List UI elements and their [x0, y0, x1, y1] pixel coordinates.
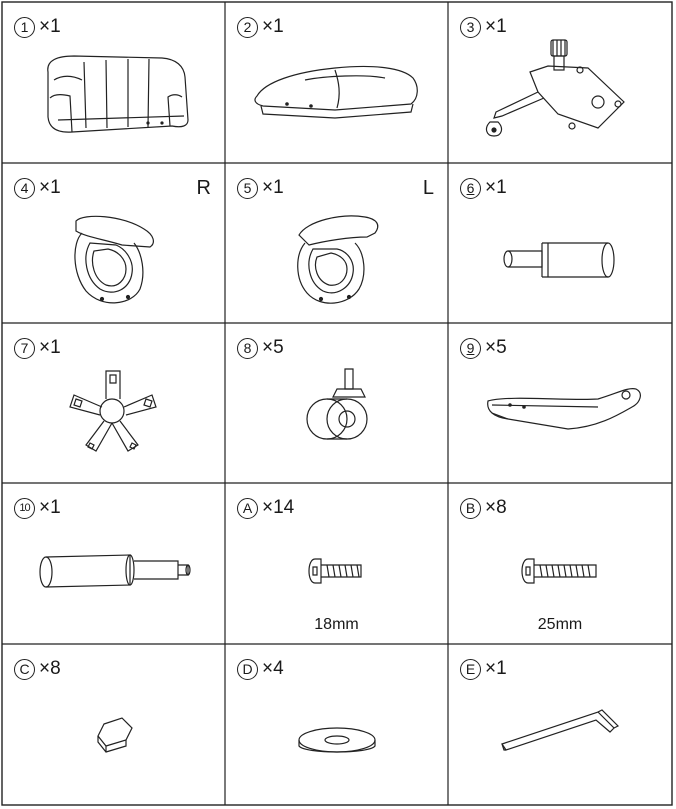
part-4-cell — [2, 163, 225, 323]
part-6-number: 6 — [460, 178, 481, 199]
part-9-number: 9 — [460, 338, 481, 359]
part-4-side: R — [196, 177, 211, 199]
part-D-cell — [225, 644, 448, 805]
part-10-number: 10 — [14, 498, 35, 519]
part-3-cell — [448, 2, 672, 163]
part-A-qty: ×14 — [262, 497, 295, 518]
part-10-qty: ×1 — [39, 497, 61, 518]
part-B-qty: ×8 — [485, 497, 507, 518]
armrest-right-drawing — [2, 163, 225, 323]
part-9-cell — [448, 323, 672, 483]
connector-tube-drawing — [448, 163, 672, 323]
base-hub-drawing — [2, 323, 225, 483]
part-8-number: 8 — [237, 338, 258, 359]
part-9-qty: ×5 — [485, 337, 507, 358]
part-3-number: 3 — [460, 17, 481, 38]
part-1-number: 1 — [14, 17, 35, 38]
part-E-cell — [448, 644, 672, 805]
part-5-qty: ×1 — [262, 177, 284, 198]
part-5-cell — [225, 163, 448, 323]
part-7-number: 7 — [14, 338, 35, 359]
seat-drawing — [225, 2, 448, 163]
allen-key-drawing — [448, 644, 672, 805]
part-4-qty: ×1 — [39, 177, 61, 198]
part-B-cell — [448, 483, 672, 644]
part-6-qty: ×1 — [485, 177, 507, 198]
gas-cylinder-drawing — [2, 483, 225, 644]
part-1-cell — [2, 2, 225, 163]
part-5-side: L — [422, 177, 434, 199]
part-B-letter: B — [460, 498, 481, 519]
part-D-qty: ×4 — [262, 658, 284, 679]
part-8-qty: ×5 — [262, 337, 284, 358]
armrest-left-drawing — [225, 163, 448, 323]
part-3-qty: ×1 — [485, 16, 507, 37]
part-E-qty: ×1 — [485, 658, 507, 679]
part-2-number: 2 — [237, 17, 258, 38]
part-C-cell — [2, 644, 225, 805]
part-5-number: 5 — [237, 178, 258, 199]
part-E-letter: E — [460, 659, 481, 680]
part-2-qty: ×1 — [262, 16, 284, 37]
part-1-qty: ×1 — [39, 16, 61, 37]
part-2-cell — [225, 2, 448, 163]
cap-drawing — [2, 644, 225, 805]
part-10-cell — [2, 483, 225, 644]
washer-drawing — [225, 644, 448, 805]
part-7-cell — [2, 323, 225, 483]
tilt-mechanism-drawing — [448, 2, 672, 163]
bolt-25mm-size: 25mm — [537, 616, 583, 633]
caster-drawing — [225, 323, 448, 483]
part-D-letter: D — [237, 659, 258, 680]
part-8-cell — [225, 323, 448, 483]
part-C-letter: C — [14, 659, 35, 680]
part-6-cell — [448, 163, 672, 323]
backrest-drawing — [2, 2, 225, 163]
part-A-letter: A — [237, 498, 258, 519]
part-7-qty: ×1 — [39, 337, 61, 358]
part-C-qty: ×8 — [39, 658, 61, 679]
base-leg-drawing — [448, 323, 672, 483]
part-4-number: 4 — [14, 178, 35, 199]
bolt-18mm-size: 18mm — [314, 616, 359, 633]
part-A-cell — [225, 483, 448, 644]
